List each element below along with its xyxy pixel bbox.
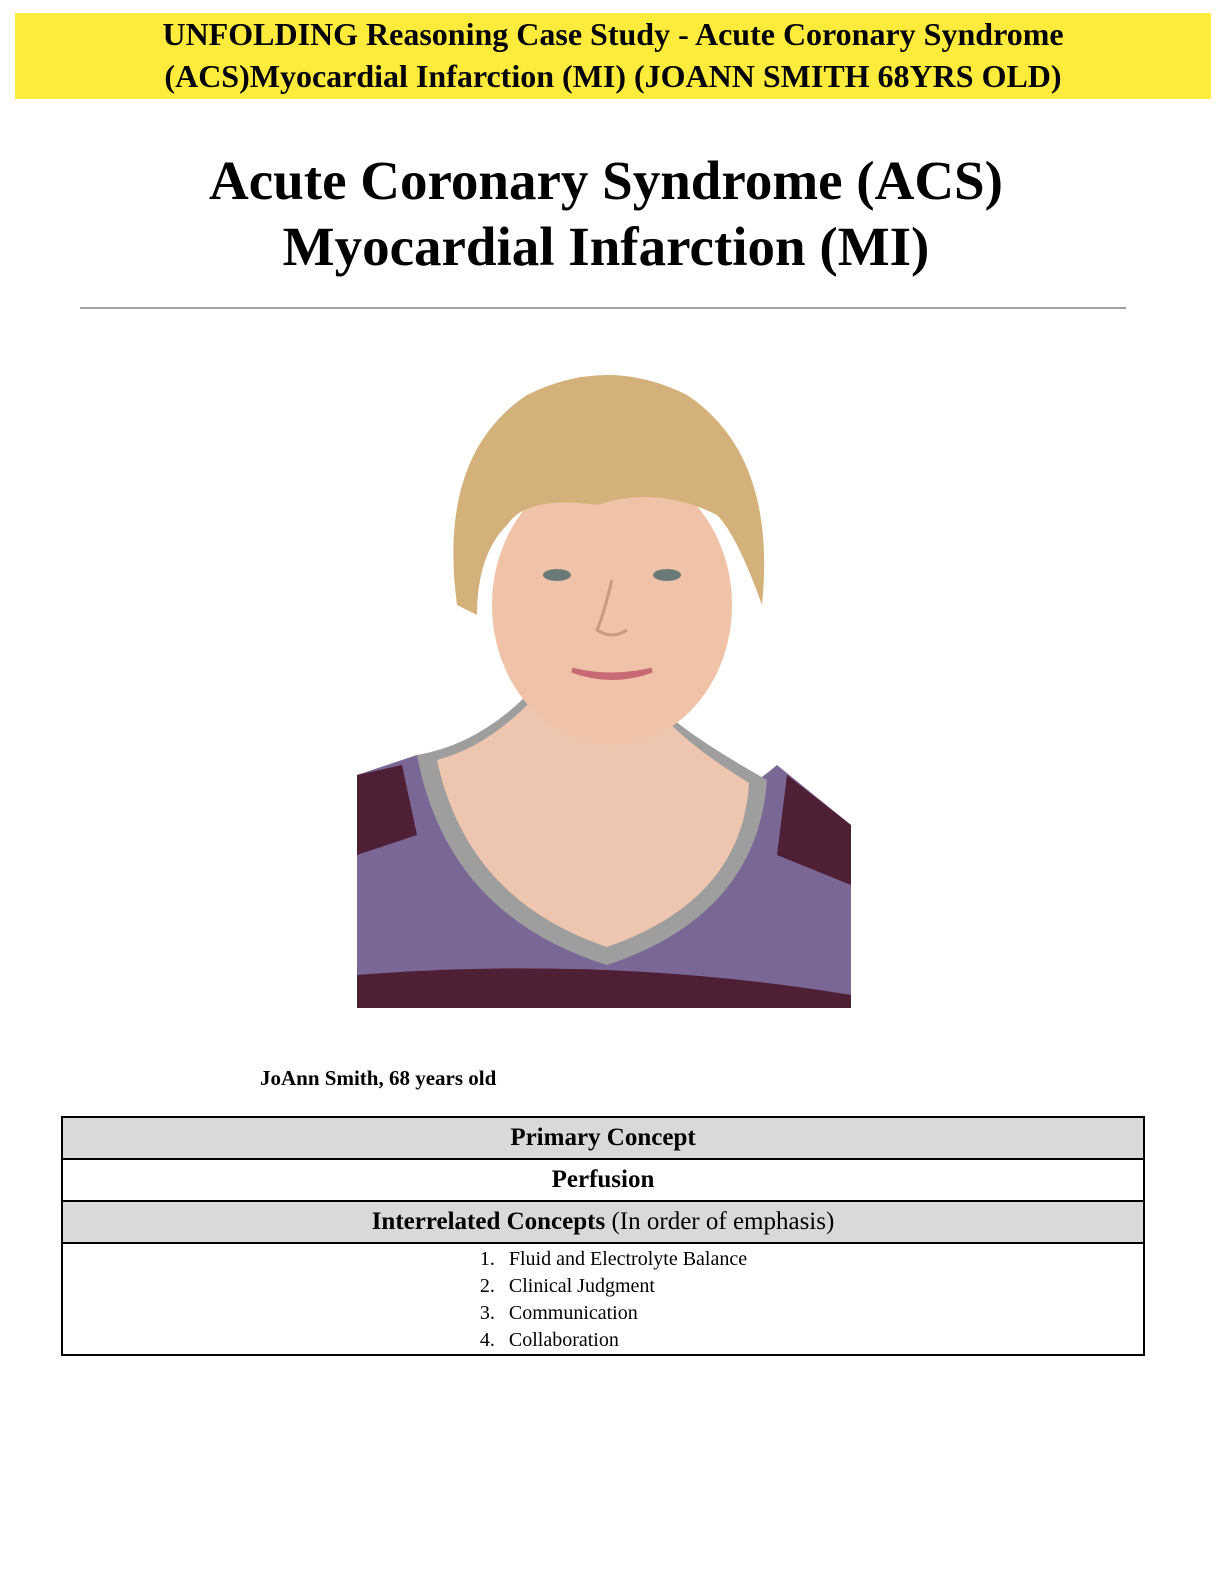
item-number: 1. <box>479 1248 495 1270</box>
title-line-1: Acute Coronary Syndrome (ACS) <box>209 150 1003 211</box>
photo-caption: JoAnn Smith, 68 years old <box>260 1066 497 1090</box>
interrelated-header-note: (In order of emphasis) <box>605 1208 835 1235</box>
banner-line-2: (ACS)Myocardial Infarction (MI) (JOANN SMITH 68YRS OLD) <box>164 58 1062 94</box>
primary-concept-value: Perfusion <box>62 1159 1144 1201</box>
interrelated-concepts-list <box>62 1243 1144 1355</box>
item-number: 4. <box>479 1329 495 1351</box>
primary-concept-header: Primary Concept <box>62 1117 1144 1159</box>
item-label: Clinical Judgment <box>508 1275 655 1297</box>
title-line-2: Myocardial Infarction (MI) <box>282 216 930 277</box>
banner-line-1: UNFOLDING Reasoning Case Study - Acute Coronary Syndrome <box>162 16 1064 52</box>
document-banner <box>15 13 1211 99</box>
page-title <box>0 148 1212 280</box>
patient-photo <box>357 355 851 1008</box>
divider <box>80 307 1126 309</box>
concepts-table <box>61 1116 1145 1356</box>
interrelated-concepts-header <box>62 1201 1144 1243</box>
list-item <box>459 1300 747 1327</box>
item-label: Communication <box>508 1302 638 1324</box>
item-number: 2. <box>479 1275 495 1297</box>
list-item <box>459 1246 747 1273</box>
item-label: Collaboration <box>508 1329 619 1351</box>
interrelated-header-label: Interrelated Concepts <box>371 1208 606 1235</box>
item-label: Fluid and Electrolyte Balance <box>508 1248 748 1270</box>
list-item <box>459 1273 747 1300</box>
list-item <box>459 1327 747 1354</box>
item-number: 3. <box>479 1302 495 1324</box>
